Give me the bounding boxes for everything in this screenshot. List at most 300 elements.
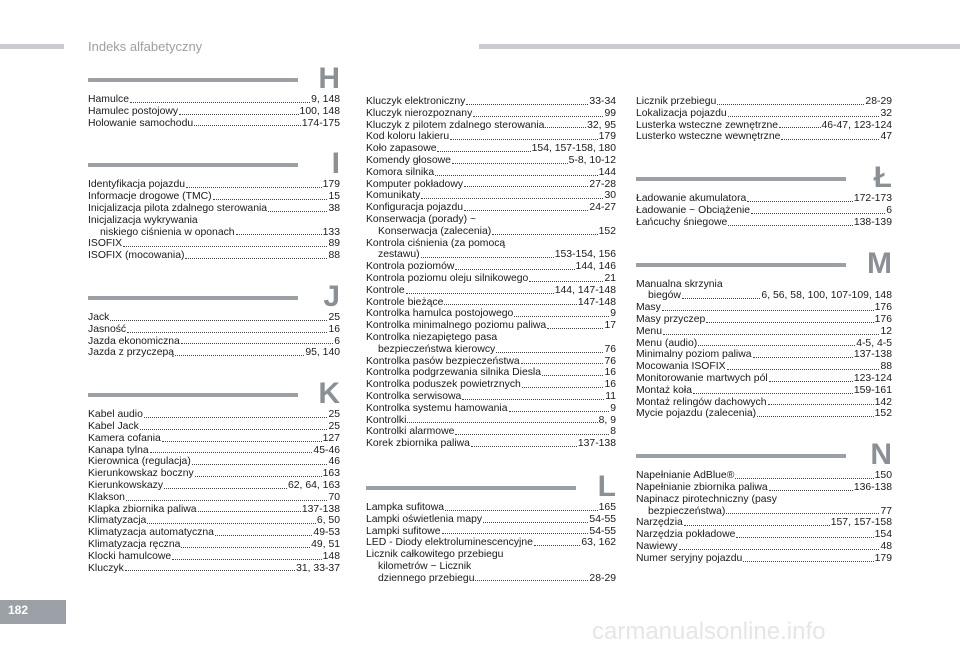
section-header (636, 438, 892, 472)
dot-leader (534, 537, 580, 546)
entry-list (366, 502, 616, 585)
index-entry (366, 202, 616, 214)
entry-term: Inicjalizacja wykrywania (88, 214, 198, 226)
entry-term: Mocowania ISOFIX (636, 361, 726, 373)
index-entry (366, 320, 616, 332)
index-entry (88, 492, 340, 504)
entry-pages: 137-138 (853, 349, 892, 361)
dot-leader (522, 379, 604, 388)
entry-term: Masy przyczep (636, 313, 706, 325)
entry-pages: 63, 162 (581, 537, 616, 549)
entry-term: Jasność (88, 323, 127, 335)
entry-term: Lusterka wsteczne zewnętrzne (636, 119, 779, 131)
entry-term: Kontrolka poduszek powietrznych (366, 379, 521, 391)
index-entry (88, 409, 340, 421)
entry-pages: 153-154, 156 (554, 249, 616, 261)
dot-leader (213, 191, 328, 200)
index-entry (366, 537, 616, 549)
entry-pages: 179 (874, 552, 892, 564)
index-entry (636, 314, 892, 326)
entry-pages: 154, 157-158, 180 (531, 143, 616, 155)
entry-term: Narzędzia pokładowe (636, 529, 736, 541)
dot-leader (127, 324, 327, 333)
index-entry (636, 326, 892, 338)
entry-pages: 54-55 (589, 525, 616, 537)
entry-pages: 174-175 (301, 117, 340, 129)
index-entry (366, 120, 616, 132)
entry-term: Konfiguracja pojazdu (366, 202, 464, 214)
dot-leader (545, 120, 586, 129)
entry-pages: 49-53 (313, 527, 340, 539)
index-entry (88, 347, 340, 359)
index-entry (636, 541, 892, 553)
entry-term: Jazda z przyczepą (88, 347, 175, 359)
entry-term: Koło zapasowe (366, 143, 437, 155)
entry-term: Kierunkowskazy (88, 479, 164, 491)
index-entry (636, 193, 892, 205)
entry-term: Korek zbiornika paliwa (366, 438, 470, 450)
index-entry (366, 426, 616, 438)
entry-pages: 16 (328, 323, 340, 335)
entry-term: Jack (88, 311, 110, 323)
entry-pages: 144, 146 (575, 261, 616, 273)
entry-term: Lokalizacja pojazdu (636, 107, 727, 119)
index-entry (636, 131, 892, 143)
entry-term: Kontrole bieżące (366, 296, 444, 308)
entry-term: Konserwacja (zalecenia) (378, 225, 492, 237)
entry-pages: 15 (328, 191, 340, 203)
entry-term: Informacje drogowe (TMC) (88, 191, 212, 203)
entry-term: Kabel Jack (88, 420, 139, 432)
dot-leader (735, 470, 873, 479)
entry-term: Kontrolka hamulca postojowego (366, 308, 514, 320)
section-bar (636, 454, 846, 458)
entry-pages: 95, 140 (305, 347, 340, 359)
page-header-title: Indeks alfabetyczny (88, 39, 203, 54)
dot-leader (435, 167, 598, 176)
index-entry (366, 96, 616, 108)
entry-pages: 148 (322, 550, 340, 562)
entry-list (366, 96, 616, 450)
index-entry (366, 526, 616, 538)
entry-pages: 77 (880, 505, 892, 517)
dot-leader (679, 541, 880, 550)
index-entry (366, 367, 616, 379)
entry-term: Menu (636, 325, 662, 337)
entry-pages: 127 (322, 432, 340, 444)
entry-pages: 100, 148 (299, 105, 340, 117)
dot-leader (164, 480, 287, 489)
dot-leader (236, 227, 322, 236)
index-entry (366, 190, 616, 202)
entry-term: LED - Diody elektroluminescencyjne (366, 537, 533, 549)
section-bar (88, 296, 298, 300)
index-entry (636, 217, 892, 229)
dot-leader (442, 526, 589, 535)
entry-term: bezpieczeństwa kierowcy (378, 343, 496, 355)
entry-term: Komputer pokładowy (366, 178, 464, 190)
entry-term: Kontrola poziomów (366, 261, 455, 273)
dot-leader (464, 202, 588, 211)
section-header (88, 62, 340, 95)
dot-leader (455, 261, 574, 270)
entry-term: Komora silnika (366, 166, 435, 178)
entry-term: Konserwacja (porady) ~ (366, 213, 477, 225)
entry-term: Napełnianie zbiornika paliwa (636, 481, 768, 493)
index-entry (88, 312, 340, 324)
entry-list (88, 312, 340, 359)
dot-leader (747, 193, 853, 202)
page-number: 182 (8, 603, 29, 617)
entry-pages: 123-124 (853, 372, 892, 384)
entry-term: ISOFIX (88, 238, 123, 250)
dot-leader (123, 238, 327, 247)
entry-pages: 163 (322, 468, 340, 480)
entry-pages: 28-29 (589, 572, 616, 584)
entry-term: Montaż relingów dachowych (636, 396, 767, 408)
entry-pages: 76 (604, 355, 616, 367)
index-entry (88, 551, 340, 563)
entry-pages: 6 (334, 335, 340, 347)
entry-pages: 16 (604, 367, 616, 379)
entry-term: Komendy głosowe (366, 154, 451, 166)
index-entry (366, 273, 616, 285)
entry-term: Klimatyzacja automatyczna (88, 527, 214, 539)
entry-pages: 142 (874, 396, 892, 408)
dot-leader (195, 468, 322, 477)
index-entry (366, 308, 616, 320)
dot-leader (181, 336, 333, 345)
dot-leader (492, 226, 597, 235)
dot-leader (514, 308, 609, 317)
entry-term: Hamulce (88, 94, 129, 105)
entry-term: Kluczyk nierozpoznany (366, 107, 473, 119)
entry-pages: 89 (328, 238, 340, 250)
entry-term: Montaż koła (636, 384, 693, 396)
entry-pages: 179 (598, 131, 616, 143)
entry-pages: 6, 50 (316, 515, 340, 527)
dot-leader (466, 96, 588, 105)
dot-leader (662, 302, 874, 311)
index-entry (88, 468, 340, 480)
index-entry (88, 515, 340, 527)
index-entry (88, 203, 340, 215)
dot-leader (407, 415, 597, 424)
entry-term: Klakson (88, 491, 125, 503)
index-entry (636, 373, 892, 385)
entry-pages: 62, 64, 163 (288, 479, 340, 491)
entry-pages: 150 (874, 470, 892, 482)
index-entry (366, 238, 616, 250)
dot-leader (179, 106, 298, 115)
index-entry (366, 379, 616, 391)
index-section (636, 438, 892, 564)
index-entry (88, 179, 340, 191)
index-entry (636, 494, 892, 506)
entry-term: Kontrolka serwisowa (366, 390, 462, 402)
index-section (636, 246, 892, 421)
index-entry (636, 482, 892, 494)
dot-leader (268, 203, 327, 212)
index-entry (636, 290, 892, 302)
section-bar (88, 393, 298, 397)
entry-term: Kontrolka pasów bezpieczeństwa (366, 355, 520, 367)
entry-term: Kierownica (regulacja) (88, 456, 191, 468)
index-entry (366, 344, 616, 356)
section-letter: I (331, 147, 340, 181)
section-header (636, 161, 892, 195)
dot-leader (172, 551, 321, 560)
dot-leader (682, 290, 760, 299)
entry-pages: 137-138 (577, 438, 616, 450)
entry-pages: 165 (598, 501, 616, 513)
index-entry (88, 336, 340, 348)
entry-term: Lusterko wsteczne wewnętrzne (636, 131, 781, 143)
index-entry (366, 403, 616, 415)
index-entry (636, 96, 892, 108)
entry-pages: 152 (874, 408, 892, 420)
entry-term: Ładowanie akumulatora (636, 193, 747, 205)
entry-term: Klimatyzacja (88, 515, 147, 527)
entry-term: Kontrolka systemu hamowania (366, 402, 508, 414)
dot-leader (437, 143, 530, 152)
index-entry (636, 553, 892, 565)
index-entry (88, 106, 340, 118)
entry-pages: 9 (610, 402, 616, 414)
index-entry (636, 279, 892, 291)
index-entry (366, 143, 616, 155)
dot-leader (717, 96, 864, 105)
dot-leader (743, 553, 873, 562)
entry-term: Kontrolka niezapiętego pasa (366, 331, 498, 343)
entry-term: Jazda ekonomiczna (88, 335, 180, 347)
entry-term: Kluczyk (88, 562, 124, 574)
entry-term: Mycie pojazdu (zalecenia) (636, 408, 757, 420)
watermark: carmanualsonline.info (592, 618, 826, 645)
index-entry (636, 361, 892, 373)
entry-pages: 136-138 (853, 481, 892, 493)
index-entry (636, 120, 892, 132)
entry-term: Kabel audio (88, 409, 143, 421)
index-entry (88, 238, 340, 250)
dot-leader (473, 108, 603, 117)
entry-term: Kontrolka minimalnego poziomu paliwa (366, 320, 547, 332)
dot-leader (144, 409, 328, 418)
index-entry (88, 563, 340, 575)
entry-pages: 6 (886, 204, 892, 216)
dot-leader (521, 356, 604, 365)
index-entry (88, 480, 340, 492)
entry-pages: 147-148 (577, 296, 616, 308)
dot-leader (779, 120, 820, 129)
entry-list (636, 470, 892, 564)
index-entry (636, 205, 892, 217)
section-header (636, 246, 892, 280)
index-entry (88, 421, 340, 433)
dot-leader (496, 344, 603, 353)
dot-leader (706, 314, 873, 323)
dot-leader (198, 504, 301, 513)
dot-leader (192, 456, 328, 465)
entry-pages: 4-5, 4-5 (856, 337, 892, 349)
entry-term: Holowanie samochodu (88, 117, 194, 129)
entry-term: Kontrola poziomu oleju silnikowego (366, 272, 529, 284)
entry-term: Kontrolka podgrzewania silnika Diesla (366, 367, 542, 379)
entry-pages: 25 (328, 420, 340, 432)
index-entry (88, 456, 340, 468)
dot-leader (452, 155, 568, 164)
entry-pages: 27-28 (589, 178, 616, 190)
section-letter: J (323, 279, 340, 313)
entry-term: Nawiewy (636, 540, 678, 552)
entry-pages: 99 (604, 107, 616, 119)
section-bar (636, 177, 846, 181)
entry-pages: 17 (604, 320, 616, 332)
index-section (88, 147, 340, 262)
dot-leader (406, 285, 554, 294)
entry-pages: 8 (610, 426, 616, 438)
entry-term: Masy (636, 302, 661, 314)
dot-leader (726, 506, 879, 515)
entry-pages: 46-47, 123-124 (821, 119, 892, 131)
entry-pages: 176 (874, 313, 892, 325)
index-entry (366, 502, 616, 514)
entry-list (88, 179, 340, 262)
index-column-1 (88, 62, 340, 574)
entry-pages: 38 (328, 202, 340, 214)
index-entry (366, 438, 616, 450)
dot-leader (421, 249, 554, 258)
entry-term: Napełnianie AdBlue® (636, 470, 735, 482)
dot-leader (769, 373, 853, 382)
index-section (88, 377, 340, 574)
index-entry (366, 297, 616, 309)
dot-leader (130, 94, 310, 103)
entry-term: Kanapa tylna (88, 444, 149, 456)
dot-leader (757, 408, 874, 417)
entry-term: Kontrole (366, 284, 405, 296)
entry-pages: 88 (880, 361, 892, 373)
entry-pages: 12 (880, 325, 892, 337)
entry-pages: 70 (328, 491, 340, 503)
dot-leader (126, 492, 327, 501)
entry-pages: 32, 95 (587, 119, 616, 131)
entry-pages: 176 (874, 302, 892, 314)
dot-leader (445, 502, 598, 511)
index-entry (366, 332, 616, 344)
entry-pages: 179 (322, 179, 340, 191)
index-entry (636, 470, 892, 482)
section-letter: H (318, 62, 340, 95)
dot-leader (186, 179, 322, 188)
entry-term: Inicjalizacja pilota zdalnego sterowania (88, 202, 268, 214)
section-bar (636, 263, 846, 267)
dot-leader (125, 563, 295, 572)
index-entry (88, 539, 340, 551)
dot-leader (181, 539, 310, 548)
index-entry (88, 445, 340, 457)
header-bar-left (0, 44, 64, 49)
entry-pages: 152 (598, 225, 616, 237)
dot-leader (542, 367, 603, 376)
dot-leader (753, 349, 853, 358)
entry-term: niskiego ciśnienia w oponach (100, 226, 235, 238)
index-entry (636, 397, 892, 409)
entry-pages: 47 (880, 131, 892, 143)
index-entry (366, 573, 616, 585)
entry-pages: 54-55 (589, 513, 616, 525)
entry-pages: 33-34 (589, 96, 616, 107)
entry-pages: 133 (322, 226, 340, 238)
dot-leader (462, 391, 604, 400)
dot-leader (215, 527, 313, 536)
dot-leader (450, 131, 597, 140)
index-entry (88, 118, 340, 130)
entry-pages: 49, 51 (311, 538, 340, 550)
entry-term: Kod koloru lakieru (366, 131, 450, 143)
index-entry (636, 349, 892, 361)
index-entry (366, 391, 616, 403)
header-bar-right (479, 44, 960, 49)
entry-pages: 25 (328, 311, 340, 323)
dot-leader (769, 482, 853, 491)
entry-pages: 138-139 (853, 216, 892, 228)
entry-pages: 5-8, 10-12 (568, 154, 616, 166)
dot-leader (110, 312, 327, 321)
entry-pages: 8, 9 (598, 414, 616, 426)
entry-term: Kluczyk z pilotem zdalnego sterowania (366, 119, 545, 131)
dot-leader (140, 421, 328, 430)
index-entry (88, 215, 340, 227)
index-entry (366, 155, 616, 167)
index-section (88, 279, 340, 359)
index-entry (88, 250, 340, 262)
index-entry (366, 108, 616, 120)
entry-term: Łańcuchy śniegowe (636, 216, 728, 228)
dot-leader (529, 273, 603, 282)
dot-leader (444, 297, 576, 306)
entry-list (636, 96, 892, 143)
index-entry (366, 285, 616, 297)
dot-leader (768, 397, 874, 406)
entry-term: Ładowanie ~ Obciążenie (636, 204, 751, 216)
dot-leader (509, 403, 610, 412)
section-letter: M (867, 246, 892, 280)
entry-pages: 172-173 (853, 193, 892, 205)
entry-pages: 31, 33-37 (296, 562, 340, 574)
entry-term: Licznik całkowitego przebiegu (366, 549, 504, 561)
entry-term: Lampki sufitowe (366, 525, 441, 537)
entry-list (88, 409, 340, 574)
entry-pages: 46 (328, 456, 340, 468)
section-header (88, 279, 340, 313)
entry-pages: 76 (604, 343, 616, 355)
index-entry (636, 517, 892, 529)
dot-leader (684, 517, 830, 526)
entry-term: Kontrola ciśnienia (za pomocą (366, 237, 506, 249)
dot-leader (162, 433, 322, 442)
entry-pages: 159-161 (853, 384, 892, 396)
index-section (366, 469, 616, 585)
index-entry (636, 338, 892, 350)
entry-term: Manualna skrzynia (636, 278, 723, 290)
entry-pages: 21 (604, 272, 616, 284)
dot-leader (781, 131, 879, 140)
index-entry (88, 324, 340, 336)
entry-pages: 25 (328, 409, 340, 421)
entry-term: Klocki hamulcowe (88, 550, 172, 562)
dot-leader (693, 385, 853, 394)
